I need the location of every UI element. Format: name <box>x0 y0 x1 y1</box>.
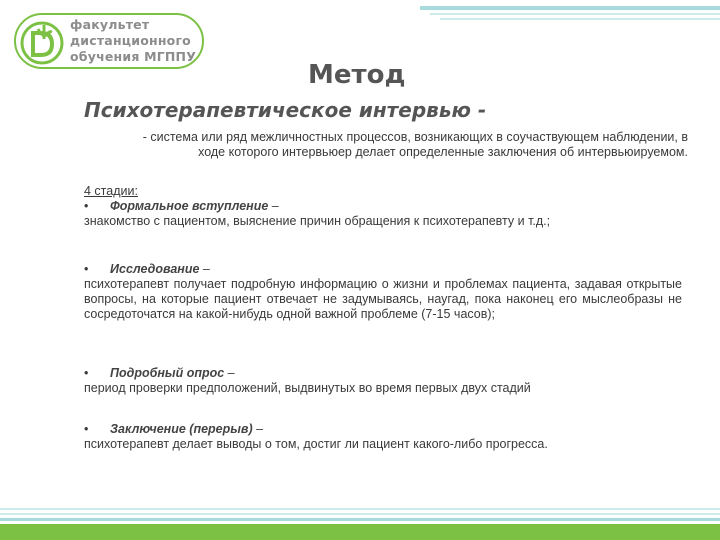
stage-4-name: Заключение (перерыв) <box>110 422 253 436</box>
top-stripe-light-2 <box>440 18 720 20</box>
stage-2-bullet: • <box>84 262 89 276</box>
slide-subtitle: Психотерапевтическое интервью - <box>84 98 487 122</box>
faculty-logo <box>14 13 204 69</box>
stage-4 <box>84 422 682 452</box>
logo-line-2: дистанционного <box>70 33 191 48</box>
stage-4-bullet: • <box>84 422 89 436</box>
logo-line-1: факультет <box>70 17 150 32</box>
bottom-stripe-light-1 <box>0 508 720 510</box>
bottom-stripe-green <box>0 524 720 540</box>
bottom-stripe-teal <box>0 518 720 521</box>
stage-1-dash: – <box>268 199 279 213</box>
stage-4-dash: – <box>252 422 264 436</box>
stage-3-heading <box>84 366 682 381</box>
logo-d-emblem-icon <box>16 15 72 71</box>
stage-3-bullet: • <box>84 366 89 380</box>
top-stripe-light-1 <box>430 13 720 15</box>
stage-4-description: психотерапевт делает выводы о том, достиг ли пациент какого-либо прогресса. <box>84 437 548 451</box>
stage-2-dash: – <box>199 262 210 276</box>
stage-2-heading <box>84 262 682 277</box>
stage-2 <box>84 262 682 322</box>
slide-title: Метод <box>308 60 406 90</box>
stage-3 <box>84 366 682 396</box>
stage-1 <box>84 184 682 229</box>
bottom-stripe-light-2 <box>0 513 720 515</box>
stage-1-description: знакомство с пациентом, выяснение причин обращения к психотерапевту и т.д.; <box>84 214 551 228</box>
stage-1-heading <box>84 199 682 214</box>
stage-3-dash: – <box>224 366 235 380</box>
stage-2-description: психотерапевт получает подробную информацию о жизни и проблемах пациента, задавая открытые вопросы, на которые пациент отвечает не задумываясь, наугад, пока наконец его мыслеобразы не сосредоточатся на какой-нибудь одной важной проблеме (7-15 часов); <box>84 277 682 321</box>
stage-4-heading <box>84 422 682 437</box>
stage-1-name: Формальное вступление <box>110 199 269 213</box>
stage-3-description: период проверки предположений, выдвинутых во время первых двух стадий <box>84 381 531 395</box>
stage-2-name: Исследование <box>110 262 200 276</box>
top-stripe-teal <box>420 6 720 10</box>
stage-1-bullet: • <box>84 199 89 213</box>
stages-heading: 4 стадии: <box>84 184 138 198</box>
definition-text: - система или ряд межличностных процессов, возникающих в соучаствующем наблюдении, в ходе которого интервьюер делает определенные заключения об интервьюируемом. <box>142 130 688 159</box>
stage-3-name: Подробный опрос <box>110 366 225 380</box>
logo-line-3: обучения МГППУ <box>70 49 197 64</box>
